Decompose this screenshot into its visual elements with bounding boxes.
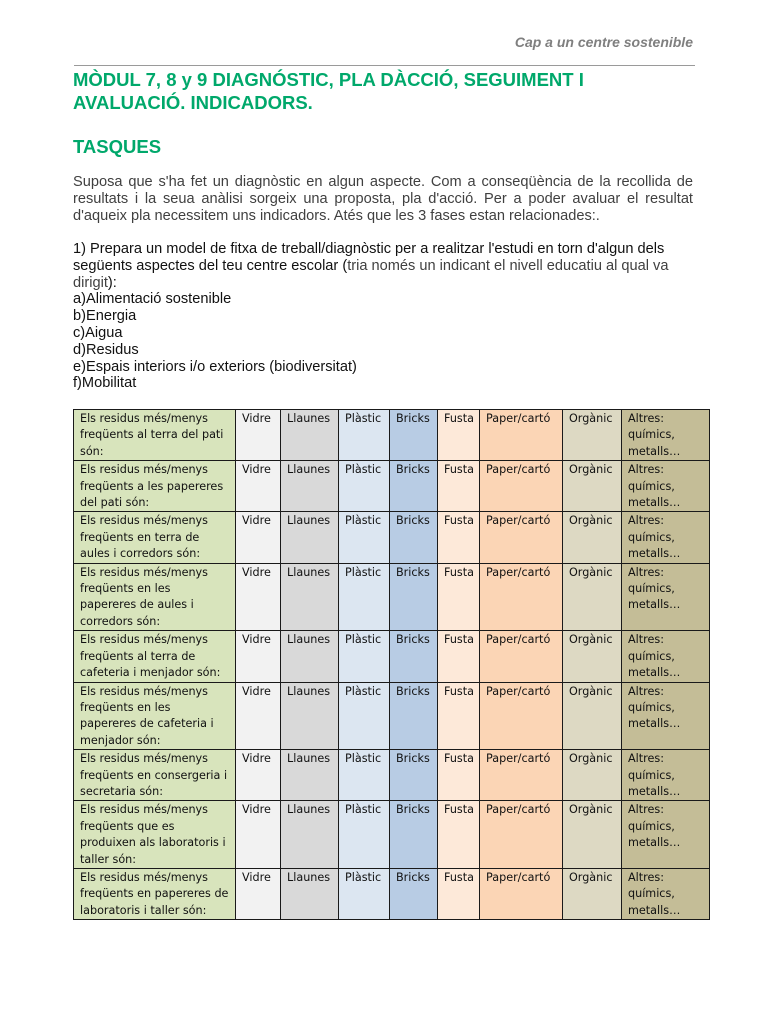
row-question-cell: Els residus més/menys freqüents en papereres de laboratoris i taller són: [74,868,236,919]
waste-category-cell: Plàstic [339,563,390,631]
row-question-cell: Els residus més/menys freqüents al terra del pati són: [74,410,236,461]
waste-category-cell: Bricks [390,801,438,869]
waste-category-cell: Fusta [438,461,480,512]
waste-category-cell: Orgànic [563,512,622,563]
waste-category-cell: Paper/cartó [480,868,563,919]
waste-category-cell: Vidre [236,750,281,801]
option-item: f)Mobilitat [73,375,137,392]
waste-category-cell: Altres: químics, metalls… [622,750,710,801]
waste-category-cell: Paper/cartó [480,801,563,869]
waste-category-cell: Llaunes [281,563,339,631]
question-tail: ): [107,274,117,291]
row-question-cell: Els residus més/menys freqüents a les papereres del pati són: [74,461,236,512]
waste-category-cell: Bricks [390,682,438,750]
waste-category-cell: Llaunes [281,868,339,919]
table-row [74,512,710,563]
waste-category-cell: Paper/cartó [480,512,563,563]
waste-category-cell: Altres: químics, metalls… [622,631,710,682]
task-question [73,241,698,392]
waste-category-cell: Orgànic [563,682,622,750]
waste-category-cell: Vidre [236,512,281,563]
waste-category-cell: Altres: químics, metalls… [622,868,710,919]
row-question-cell: Els residus més/menys freqüents en les papereres de cafeteria i menjador són: [74,682,236,750]
waste-category-cell: Paper/cartó [480,410,563,461]
waste-category-cell: Bricks [390,461,438,512]
waste-category-cell: Plàstic [339,631,390,682]
waste-category-cell: Bricks [390,631,438,682]
intro-paragraph: Suposa que s'ha fet un diagnòstic en algun aspecte. Com a conseqüència de la recollida de resultats i la seua anàlisi sorgeix una proposta, pla d'acció. Per a poder avaluar el resultat d'aqueix pla necessitem uns indicadors. Atés que les 3 fases estan relacionades:. [73,174,693,224]
waste-category-cell: Vidre [236,631,281,682]
waste-category-cell: Fusta [438,750,480,801]
waste-category-cell: Fusta [438,563,480,631]
waste-category-cell: Orgànic [563,563,622,631]
waste-category-cell: Plàstic [339,682,390,750]
waste-category-cell: Vidre [236,410,281,461]
waste-category-cell: Orgànic [563,410,622,461]
waste-category-cell: Plàstic [339,750,390,801]
waste-category-cell: Orgànic [563,461,622,512]
option-item: d)Residus [73,341,139,358]
waste-category-cell: Altres: químics, metalls… [622,410,710,461]
table-row [74,563,710,631]
waste-survey-table [73,409,710,920]
waste-category-cell: Bricks [390,750,438,801]
waste-category-cell: Llaunes [281,682,339,750]
waste-category-cell: Llaunes [281,410,339,461]
table-row [74,631,710,682]
waste-category-cell: Bricks [390,410,438,461]
waste-category-cell: Fusta [438,512,480,563]
table-row [74,682,710,750]
section-title: TASQUES [73,136,162,157]
option-item: a)Alimentació sostenible [73,291,232,308]
waste-category-cell: Fusta [438,868,480,919]
table-row [74,461,710,512]
waste-category-cell: Vidre [236,801,281,869]
row-question-cell: Els residus més/menys freqüents al terra de cafeteria i menjador són: [74,631,236,682]
waste-category-cell: Plàstic [339,461,390,512]
table-row [74,868,710,919]
waste-category-cell: Orgànic [563,868,622,919]
question-lead: 1) Prepara un model de fitxa de treball/diagnòstic per a realitzar l'estudi en torn d'algun dels següents aspectes del teu centre escolar ( [73,241,665,274]
waste-category-cell: Fusta [438,631,480,682]
waste-category-cell: Llaunes [281,631,339,682]
waste-category-cell: Llaunes [281,512,339,563]
waste-category-cell: Vidre [236,868,281,919]
row-question-cell: Els residus més/menys freqüents en consergeria i secretaria són: [74,750,236,801]
waste-category-cell: Paper/cartó [480,461,563,512]
waste-category-cell: Paper/cartó [480,631,563,682]
waste-category-cell: Plàstic [339,868,390,919]
waste-category-cell: Altres: químics, metalls… [622,512,710,563]
waste-category-cell: Vidre [236,682,281,750]
waste-category-cell: Bricks [390,563,438,631]
table-row [74,750,710,801]
waste-category-cell: Fusta [438,682,480,750]
waste-category-cell: Orgànic [563,750,622,801]
waste-category-cell: Llaunes [281,801,339,869]
waste-category-cell: Fusta [438,801,480,869]
waste-category-cell: Vidre [236,461,281,512]
row-question-cell: Els residus més/menys freqüents en terra de aules i corredors són: [74,512,236,563]
option-item: c)Aigua [73,324,123,341]
waste-category-cell: Plàstic [339,512,390,563]
waste-category-cell: Altres: químics, metalls… [622,682,710,750]
waste-category-cell: Paper/cartó [480,750,563,801]
waste-category-cell: Bricks [390,512,438,563]
waste-category-cell: Bricks [390,868,438,919]
waste-category-cell: Orgànic [563,801,622,869]
waste-category-cell: Plàstic [339,410,390,461]
waste-category-cell: Paper/cartó [480,563,563,631]
module-title: MÒDUL 7, 8 y 9 DIAGNÓSTIC, PLA DÀCCIÓ, SEGUIMENT I AVALUACIÓ. INDICADORS. [73,69,584,113]
running-header: Cap a un centre sostenible [514,34,693,50]
aspect-options-list [73,291,698,392]
waste-category-cell: Orgànic [563,631,622,682]
row-question-cell: Els residus més/menys freqüents en les papereres de aules i corredors són: [74,563,236,631]
waste-category-cell: Plàstic [339,801,390,869]
waste-category-cell: Llaunes [281,750,339,801]
waste-category-cell: Llaunes [281,461,339,512]
table-row [74,410,710,461]
header-divider [74,65,695,66]
waste-category-cell: Altres: químics, metalls… [622,563,710,631]
option-item: e)Espais interiors i/o exteriors (biodiversitat) [73,358,357,375]
table-row [74,801,710,869]
waste-category-cell: Vidre [236,563,281,631]
row-question-cell: Els residus més/menys freqüents que es produixen als laboratoris i taller són: [74,801,236,869]
waste-category-cell: Altres: químics, metalls… [622,461,710,512]
waste-category-cell: Paper/cartó [480,682,563,750]
waste-category-cell: Altres: químics, metalls… [622,801,710,869]
waste-category-cell: Fusta [438,410,480,461]
option-item: b)Energia [73,308,137,325]
question-hint: tria només un indicant el nivell educatiu al qual va dirigit [73,257,669,291]
